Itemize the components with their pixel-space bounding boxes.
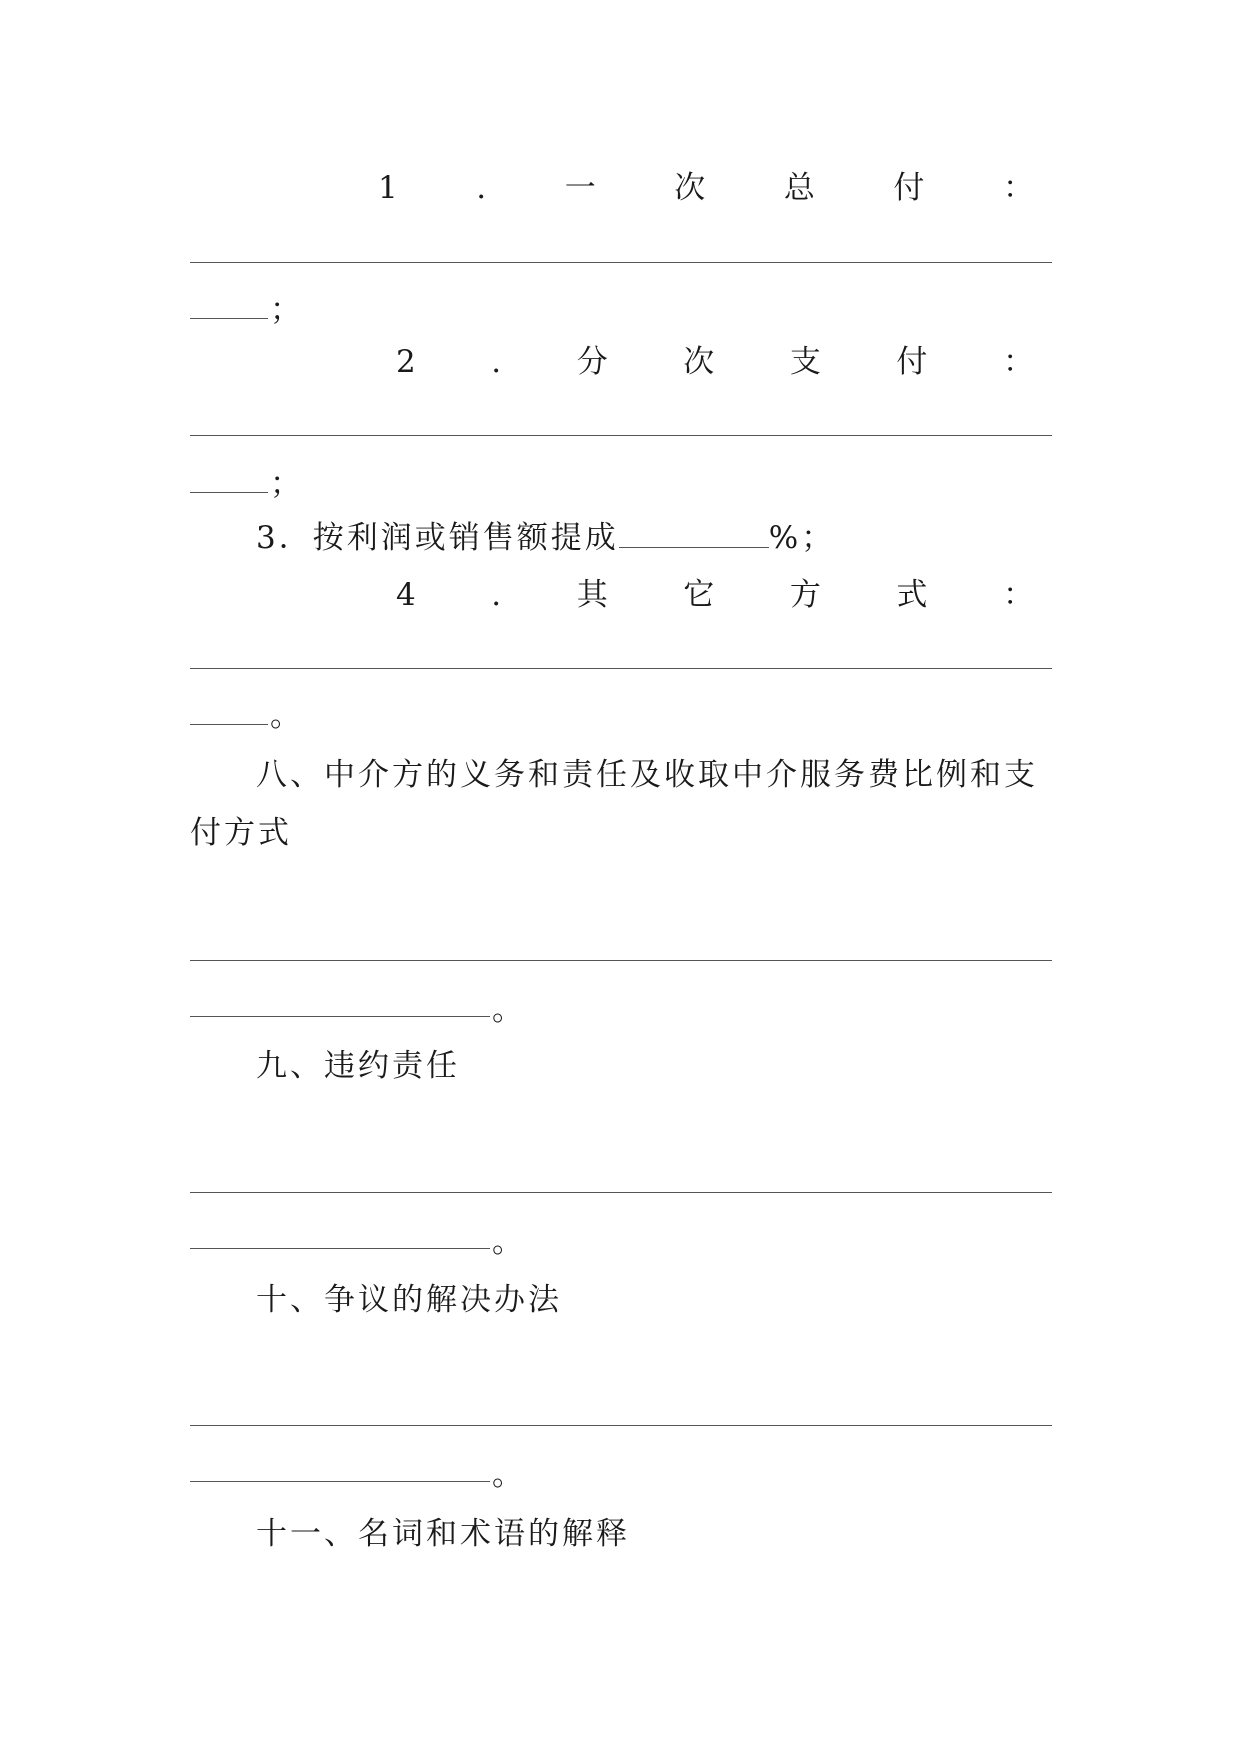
item-dot: .	[491, 577, 502, 613]
payment-option-1	[378, 168, 1034, 208]
item-colon: ：	[1002, 344, 1034, 380]
item-suffix: %；	[768, 520, 836, 556]
fill-in-blank-line[interactable]	[190, 262, 1052, 263]
fill-in-blank-line[interactable]	[190, 724, 268, 725]
item-number: 2	[396, 344, 416, 380]
line-end-punctuation: 。	[492, 1457, 523, 1493]
line-end-punctuation: 。	[270, 698, 301, 734]
item-dot: .	[491, 344, 502, 380]
fill-in-blank-line[interactable]	[190, 1425, 1052, 1426]
item-dot: .	[476, 170, 487, 206]
line-end-punctuation: ；	[270, 292, 301, 328]
payment-option-3	[256, 518, 1118, 558]
item-char: 付	[896, 344, 928, 380]
fill-in-blank-line[interactable]	[190, 1192, 1052, 1193]
item-char: 支	[789, 344, 821, 380]
fill-in-blank-line[interactable]	[190, 1248, 490, 1249]
item-text: 3．按利润或销售额提成	[256, 520, 619, 556]
item-char: 付	[893, 170, 925, 206]
item-char: 其	[576, 577, 608, 613]
fill-in-blank-line[interactable]	[190, 960, 1052, 961]
item-char: 分	[576, 344, 608, 380]
section-11-heading: 十一、名词和术语的解释	[256, 1516, 630, 1552]
item-char: 次	[683, 344, 715, 380]
item-char: 方	[789, 577, 821, 613]
fill-in-blank-line[interactable]	[190, 668, 1052, 669]
item-char: 一	[564, 170, 596, 206]
fill-in-blank-line[interactable]	[190, 1016, 490, 1017]
fill-in-blank-line[interactable]	[190, 318, 268, 319]
item-char: 次	[674, 170, 706, 206]
item-char: 它	[683, 577, 715, 613]
item-colon: ：	[1002, 577, 1034, 613]
section-8-heading: 八、中介方的义务和责任及收取中介服务费比例和支付方式	[190, 757, 1038, 851]
payment-option-2	[396, 342, 1034, 382]
line-end-punctuation: 。	[492, 1224, 523, 1260]
section-9-heading: 九、违约责任	[256, 1048, 460, 1084]
fill-in-blank-line[interactable]	[190, 1481, 490, 1482]
item-colon: ：	[1002, 170, 1034, 206]
percentage-blank[interactable]	[619, 521, 769, 548]
fill-in-blank-line[interactable]	[190, 492, 268, 493]
section-10-heading: 十、争议的解决办法	[256, 1282, 562, 1318]
line-end-punctuation: ；	[270, 466, 301, 502]
line-end-punctuation: 。	[492, 992, 523, 1028]
item-number: 4	[396, 577, 416, 613]
item-number: 1	[378, 170, 398, 206]
payment-option-4	[396, 575, 1034, 615]
item-char: 总	[783, 170, 815, 206]
fill-in-blank-line[interactable]	[190, 435, 1052, 436]
item-char: 式	[896, 577, 928, 613]
